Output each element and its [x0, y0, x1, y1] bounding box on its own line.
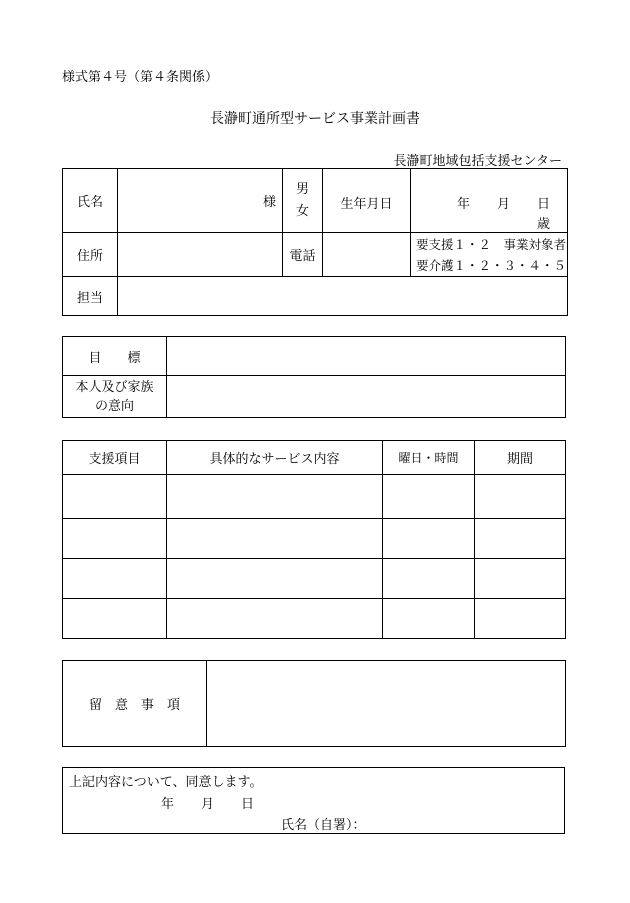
staff-field[interactable] — [118, 277, 568, 316]
header-day-time: 曜日・時間 — [383, 441, 475, 475]
period-cell[interactable] — [475, 599, 566, 639]
header-service-content: 具体的なサービス内容 — [167, 441, 383, 475]
period-cell[interactable] — [475, 519, 566, 559]
day-time-cell[interactable] — [383, 599, 475, 639]
care-level-cell[interactable] — [411, 233, 568, 277]
notes-table — [62, 660, 566, 747]
table-row — [63, 599, 566, 639]
day-time-cell[interactable] — [383, 475, 475, 519]
header-period: 期間 — [475, 441, 566, 475]
birth-year: 年 — [457, 197, 471, 212]
age-suffix: 歳 — [537, 217, 551, 232]
name-label: 氏名 — [63, 169, 118, 233]
goal-label: 目 標 — [63, 337, 167, 376]
birth-month: 月 — [497, 197, 511, 212]
address-label: 住所 — [63, 233, 118, 277]
goal-field[interactable] — [167, 337, 566, 376]
signature-field[interactable] — [373, 812, 558, 830]
notes-label: 留 意 事 項 — [63, 661, 207, 747]
birth-field[interactable] — [411, 169, 568, 233]
gender-male: 男 — [295, 181, 309, 197]
consent-box — [62, 767, 565, 834]
intent-label-line2: の意向 — [94, 398, 134, 414]
support-item-cell[interactable] — [63, 559, 167, 599]
table-row — [63, 559, 566, 599]
intent-field[interactable] — [167, 376, 566, 418]
goal-table — [62, 336, 566, 418]
info-table — [62, 168, 568, 316]
intent-label-line1: 本人及び家族 — [75, 379, 154, 395]
support-item-cell[interactable] — [63, 519, 167, 559]
day-time-cell[interactable] — [383, 519, 475, 559]
period-cell[interactable] — [475, 559, 566, 599]
honorific: 様 — [262, 195, 276, 210]
service-table — [62, 440, 566, 639]
signature-label: 氏名（自署）： — [281, 818, 366, 833]
gender-cell[interactable] — [283, 169, 323, 233]
consent-month: 月 — [201, 797, 215, 812]
service-content-cell[interactable] — [167, 559, 383, 599]
table-row — [63, 519, 566, 559]
consent-year: 年 — [161, 797, 175, 812]
intent-label — [63, 376, 167, 418]
page-title: 長瀞町通所型サービス事業計画書 — [210, 111, 420, 127]
table-row — [63, 475, 566, 519]
service-content-cell[interactable] — [167, 519, 383, 559]
support-item-cell[interactable] — [63, 475, 167, 519]
care-nursing: 要介護１・２・３・４・５ — [416, 257, 567, 273]
address-field[interactable] — [118, 233, 283, 277]
staff-label: 担当 — [63, 277, 118, 316]
period-cell[interactable] — [475, 475, 566, 519]
service-content-cell[interactable] — [167, 599, 383, 639]
service-content-cell[interactable] — [167, 475, 383, 519]
care-support: 要支援１・２ 事業対象者 — [416, 236, 567, 252]
birth-label: 生年月日 — [323, 169, 411, 233]
form-number: 様式第４号（第４条関係） — [62, 70, 219, 85]
birth-day: 日 — [537, 197, 551, 212]
day-time-cell[interactable] — [383, 559, 475, 599]
header-support-item: 支援項目 — [63, 441, 167, 475]
consent-text: 上記内容について、同意します。 — [69, 775, 263, 790]
gender-female: 女 — [295, 203, 309, 219]
support-item-cell[interactable] — [63, 599, 167, 639]
notes-field[interactable] — [207, 661, 566, 747]
issuer: 長瀞町地域包括支援センター — [393, 154, 562, 169]
phone-field[interactable] — [323, 233, 411, 277]
consent-day: 日 — [241, 797, 255, 812]
name-field[interactable] — [118, 169, 283, 233]
phone-label: 電話 — [283, 233, 323, 277]
